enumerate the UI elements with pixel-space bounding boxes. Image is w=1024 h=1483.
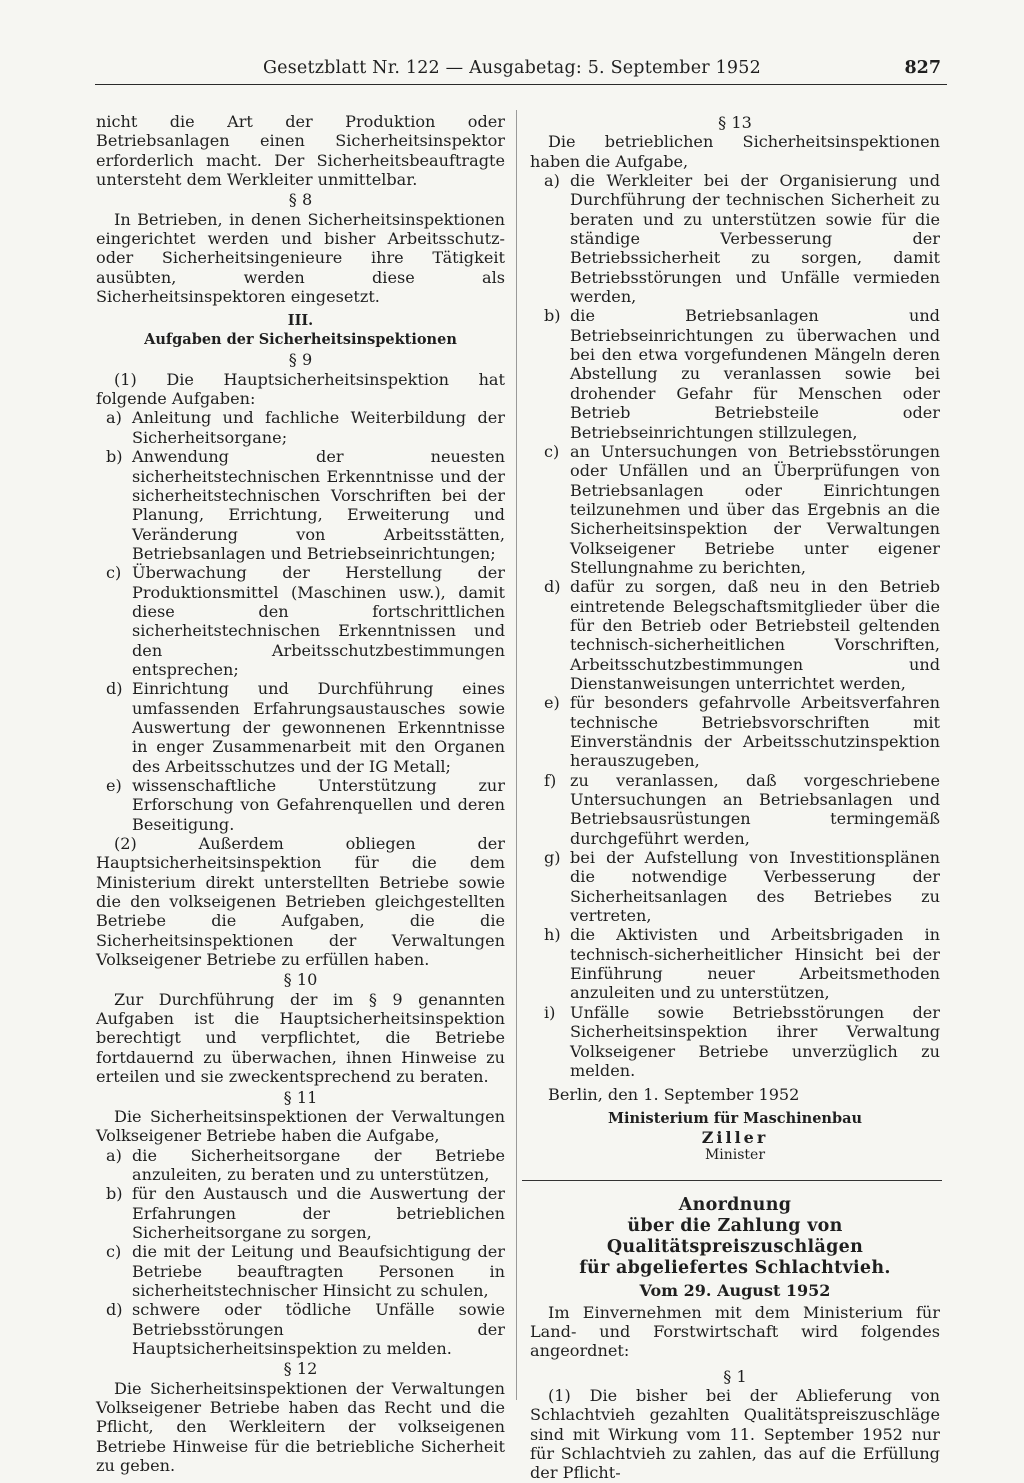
item-text: Anwendung der neuesten sicherheitstechnischen Erkenntnisse und der sicherheitstechnischen Vorschriften bei der Planung, Errichtung, Erweiterung und Veränderung von Arbeitsstätten, Betriebsanlagen und Betriebseinrichtungen; xyxy=(132,447,505,563)
list-item xyxy=(96,563,505,679)
section-9-paragraph-2: (2) Außerdem obliegen der Hauptsicherheitsinspektion für die dem Ministerium direkt unterstellten Betriebe sowie die den volkseigenen Betrieben gleichgestellten Betriebe die Aufgaben, die die Sicherheitsinspektionen der Verwaltungen Volkseigener Betriebe zu erfüllen haben. xyxy=(96,834,505,970)
anordnung-section-1-text: (1) Die bisher bei der Ablieferung von Schlachtvieh gezahlten Qualitätspreiszuschläge sind mit Wirkung vom 11. September 1952 nur für Schlachtvieh zu zahlen, das auf die Erfüllung der Pflicht- xyxy=(530,1385,940,1483)
item-label: c) xyxy=(106,563,122,583)
item-label: b) xyxy=(106,447,123,467)
item-label: b) xyxy=(106,1184,123,1204)
page-number: 827 xyxy=(904,58,941,78)
part-number: III. xyxy=(287,312,314,330)
item-text: die Aktivisten und Arbeitsbrigaden in technisch-sicherheitlicher Hinsicht bei der Einführung neuer Arbeitsmethoden anzuleiten und zu unterstützen, xyxy=(570,925,940,1003)
section-13-heading: § 13 xyxy=(718,113,752,132)
item-label: e) xyxy=(106,776,122,795)
anordnung-intro: Im Einvernehmen mit dem Ministerium für Land- und Forstwirtschaft wird folgendes angeordnet: xyxy=(530,1302,940,1361)
intro-paragraph: nicht die Art der Produktion oder Betriebsanlagen einen Sicherheitsinspektor erforderlich macht. Der Sicherheitsbeauftragte untersteht dem Werkleiter unmittelbar. xyxy=(96,112,505,190)
item-label: a) xyxy=(544,171,560,191)
anordnung-title: Anordnung xyxy=(678,1195,792,1216)
section-11-text: Die Sicherheitsinspektionen der Verwaltungen Volkseigener Betriebe haben die Aufgabe, xyxy=(96,1106,505,1146)
list-item xyxy=(530,1003,940,1080)
ministry-name: Ministerium für Maschinenbau xyxy=(607,1109,863,1127)
item-text: zu veranlassen, daß vorgeschriebene Untersuchungen an Betriebsanlagen und Betriebsausrüstungen termingemäß durchgeführt werden, xyxy=(570,770,940,848)
anordnung-subtitle-1: über die Zahlung von Qualitätspreiszuschlägen xyxy=(606,1216,864,1258)
item-label: c) xyxy=(106,1242,122,1262)
item-label: h) xyxy=(544,925,561,945)
list-item xyxy=(96,1300,505,1358)
section-8-text: In Betrieben, in denen Sicherheitsinspektionen eingerichtet werden und bisher Arbeitsschutz- oder Sicherheitsingenieure ihre Tätigkeit ausübten, werden diese als Sicherheitsinspektoren eingesetzt. xyxy=(96,209,505,307)
item-label: i) xyxy=(544,1002,556,1022)
section-9-list xyxy=(96,408,505,834)
list-item xyxy=(530,693,940,770)
item-text: an Untersuchungen von Betriebsstörungen oder Unfällen und an Überprüfungen von Betriebsanlagen oder Einrichtungen teilzunehmen und über das Ergebnis an die Sicherheitsinspektion der Verwaltungen Volkseigener Betriebe unter eigener Stellungnahme zu berichten, xyxy=(570,441,940,577)
item-text: Überwachung der Herstellung der Produktionsmittel (Maschinen usw.), damit diese den fortschrittlichen sicherheitstechnischen Erkenntnissen und den Arbeitsschutzbestimmungen entsprechen; xyxy=(132,563,505,679)
item-text: dafür zu sorgen, daß neu in den Betrieb eintretende Belegschaftsmitglieder über die für den Betrieb oder Betriebsteil geltenden technisch-sicherheitlichen Vorschriften, Arbeitsschutzbestimmungen und Dienstanweisungen unterrichtet werden, xyxy=(570,577,940,693)
item-label: d) xyxy=(544,577,561,597)
item-label: b) xyxy=(544,306,561,326)
list-item xyxy=(530,577,940,693)
header-title: Gesetzblatt Nr. 122 — Ausgabetag: 5. September 1952 xyxy=(263,58,761,78)
item-text: die Betriebsanlagen und Betriebseinrichtungen zu überwachen und bei den etwa vorgefundenen Mängeln deren Abstellung zu veranlassen sowie bei drohender Gefahr für Menschen oder Betrieb Betriebsteile oder Betriebseinrichtungen stillzulegen, xyxy=(570,306,940,442)
list-item xyxy=(530,771,940,848)
anordnung-date: Vom 29. August 1952 xyxy=(639,1281,831,1301)
section-10-text: Zur Durchführung der im § 9 genannten Aufgaben ist die Hauptsicherheitsinspektion berechtigt und verpflichtet, die Betriebe fortdauernd zu überwachen, ihnen Hinweise zu erteilen und sie zweckentsprechend zu beraten. xyxy=(96,989,505,1087)
anordnung-subtitle-2: für abgeliefertes Schlachtvieh. xyxy=(579,1258,891,1279)
section-11-heading: § 11 xyxy=(283,1087,318,1107)
item-text: die mit der Leitung und Beaufsichtigung der Betriebe beauftragten Personen in sicherheitstechnischer Hinsicht zu schulen, xyxy=(132,1242,505,1300)
list-item xyxy=(96,776,505,834)
item-text: die Werkleiter bei der Organisierung und Durchführung der technischen Sicherheit zu beraten und zu unterstützen sowie für die ständige Verbesserung der Betriebssicherheit zu sorgen, damit Betriebsstörungen und Unfälle vermieden werden, xyxy=(570,171,940,307)
section-8-heading: § 8 xyxy=(288,190,313,210)
item-text: Anleitung und fachliche Weiterbildung der Sicherheitsorgane; xyxy=(132,408,505,447)
list-item xyxy=(96,408,505,447)
anordnung-section-1-heading: § 1 xyxy=(723,1366,747,1386)
item-label: f) xyxy=(544,770,557,790)
list-item xyxy=(96,447,505,563)
list-item xyxy=(530,442,940,577)
item-label: d) xyxy=(106,679,123,699)
list-item xyxy=(96,679,505,776)
page-header xyxy=(95,58,947,85)
item-text: wissenschaftliche Unterstützung zur Erforschung von Gefahrenquellen und deren Beseitigung. xyxy=(132,776,505,834)
list-item xyxy=(530,848,940,925)
list-item xyxy=(530,171,940,306)
part-title: Aufgaben der Sicherheitsinspektionen xyxy=(144,331,457,349)
item-text: schwere oder tödliche Unfälle sowie Betriebsstörungen der Hauptsicherheitsinspektion zu melden. xyxy=(132,1300,505,1358)
item-text: Unfälle sowie Betriebsstörungen der Sicherheitsinspektion ihrer Verwaltung Volkseigener Betriebe unverzüglich zu melden. xyxy=(570,1002,940,1080)
section-9-paragraph-1: (1) Die Hauptsicherheitsinspektion hat folgende Aufgaben: xyxy=(96,369,505,409)
item-text: für besonders gefahrvolle Arbeitsverfahren technische Betriebsvorschriften mit Einverständnis der Arbeitsschutzinspektion herauszugeben, xyxy=(570,693,940,771)
item-label: e) xyxy=(544,693,560,713)
item-text: Einrichtung und Durchführung eines umfassenden Erfahrungsaustausches sowie Auswertung der gewonnenen Erkenntnisse in enger Zusammenarbeit mit den Organen des Arbeitsschutzes und der IG Metall; xyxy=(132,679,505,776)
left-column xyxy=(96,112,505,1475)
list-item xyxy=(530,306,940,441)
item-label: g) xyxy=(544,848,561,868)
section-11-list xyxy=(96,1146,505,1359)
section-13-text: Die betrieblichen Sicherheitsinspektionen haben die Aufgabe, xyxy=(530,132,940,171)
item-text: für den Austausch und die Auswertung der Erfahrungen der betrieblichen Sicherheitsorgane zu sorgen, xyxy=(132,1184,505,1242)
section-9-heading: § 9 xyxy=(288,350,313,370)
item-label: d) xyxy=(106,1300,123,1320)
signer-title: Minister xyxy=(704,1147,766,1164)
column-divider xyxy=(516,110,517,1400)
right-column xyxy=(530,112,940,1483)
section-divider xyxy=(522,1180,942,1181)
item-text: die Sicherheitsorgane der Betriebe anzuleiten, zu beraten und zu unterstützen, xyxy=(132,1145,505,1184)
section-10-heading: § 10 xyxy=(283,970,318,990)
item-label: c) xyxy=(544,441,560,461)
section-13-list xyxy=(530,171,940,1080)
item-label: a) xyxy=(106,1145,122,1165)
list-item xyxy=(96,1184,505,1242)
section-12-text: Die Sicherheitsinspektionen der Verwaltungen Volkseigener Betriebe haben das Recht und die Pflicht, den Werkleitern der volkseigenen Betriebe Hinweise für die betriebliche Sicherheit zu geben. xyxy=(96,1378,505,1476)
item-label: a) xyxy=(106,408,122,428)
signer-name: Ziller xyxy=(701,1127,769,1147)
place-date: Berlin, den 1. September 1952 xyxy=(548,1085,800,1105)
list-item xyxy=(96,1242,505,1300)
list-item xyxy=(96,1146,505,1185)
section-12-heading: § 12 xyxy=(283,1359,318,1379)
list-item xyxy=(530,925,940,1002)
item-text: bei der Aufstellung von Investitionsplänen die notwendige Verbesserung der Sicherheitsanlagen des Betriebes zu vertreten, xyxy=(570,848,940,926)
